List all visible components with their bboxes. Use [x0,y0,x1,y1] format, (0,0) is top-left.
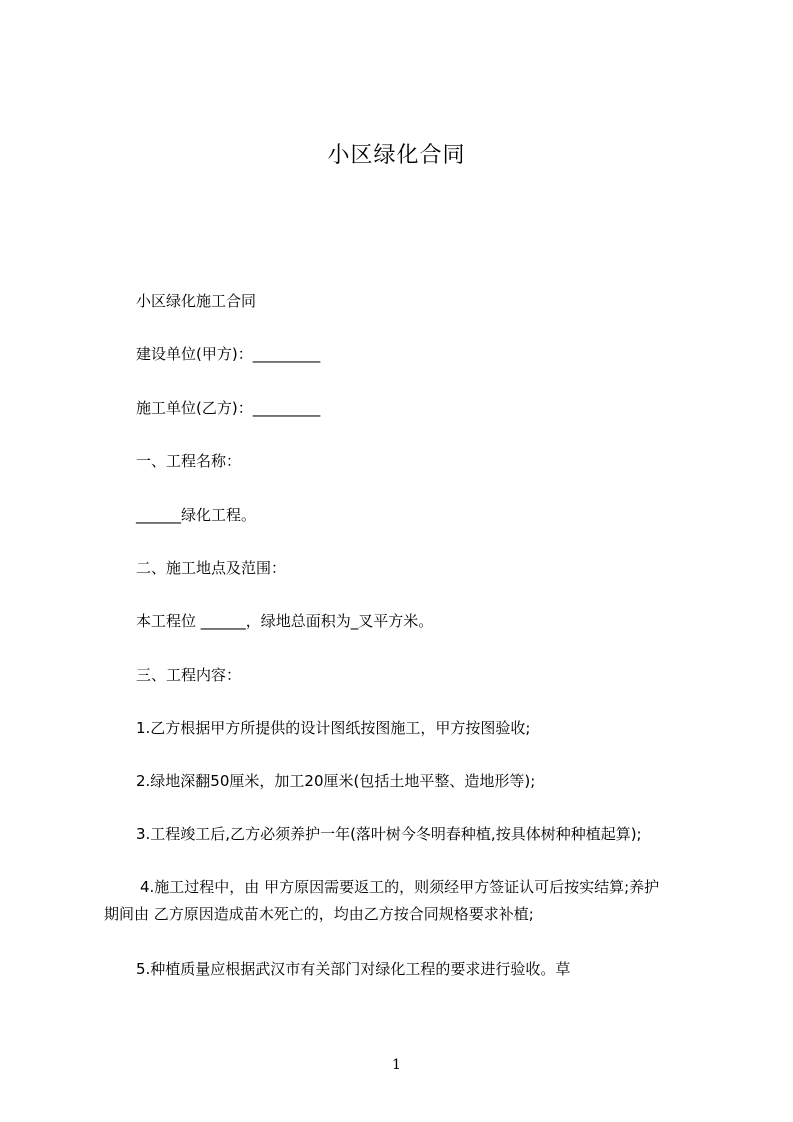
section-heading-location: 二、施工地点及范围： [136,559,287,577]
location-line: 本工程位 ______，绿地总面积为_叉平方米。 [136,612,434,630]
party-a-line: 建设单位(甲方)：_________ [136,345,321,363]
content-item-5: 5.种植质量应根据武汉市有关部门对绿化工程的要求进行验收。草 [136,960,571,978]
content-item-4 [104,874,704,928]
content-item-2: 2.绿地深翻50厘米，加工20厘米(包括土地平整、造地形等); [136,772,536,790]
section-heading-project-name: 一、工程名称： [136,452,242,470]
project-name-line: ______绿化工程。 [136,506,257,524]
content-item-4-line-2: 期间由 乙方原因造成苗木死亡的，均由乙方按合同规格要求补植; [104,905,534,923]
content-item-1: 1.乙方根据甲方所提供的设计图纸按图施工，甲方按图验收; [136,719,531,737]
section-heading-content: 三、工程内容： [136,666,242,684]
content-item-3: 3.工程竣工后,乙方必须养护一年(落叶树今冬明春种植,按具体树种种植起算); [136,825,642,843]
page-number: 1 [392,1057,401,1073]
content-item-4-line-1: 4.施工过程中，由 甲方原因需要返工的，则须经甲方签证认可后按实结算;养护 [140,878,660,896]
contract-subtitle: 小区绿化施工合同 [136,292,257,310]
document-title: 小区绿化合同 [327,143,466,168]
party-b-line: 施工单位(乙方)：_________ [136,399,321,417]
